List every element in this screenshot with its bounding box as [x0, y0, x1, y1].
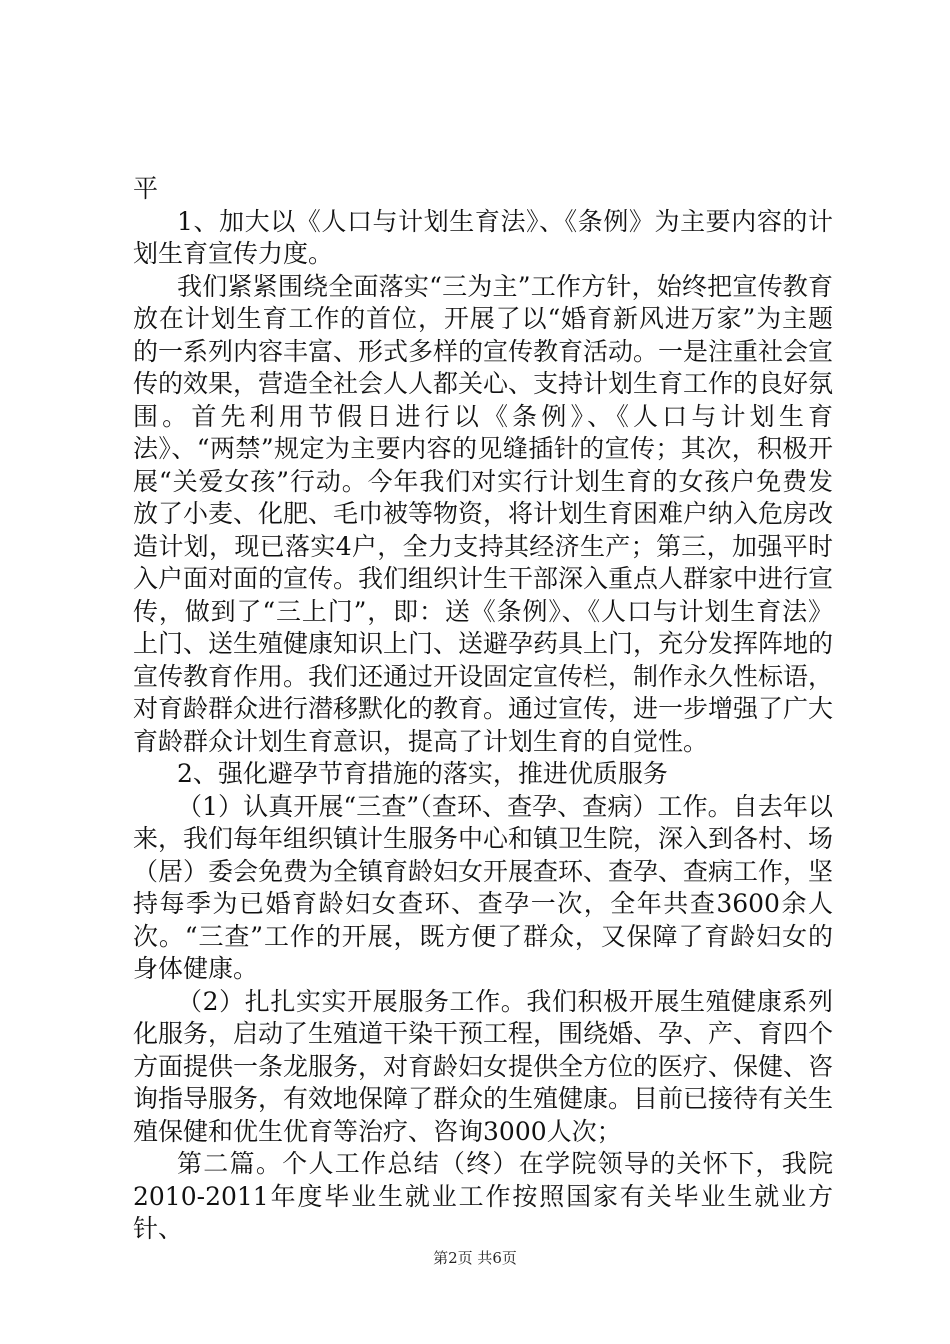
paragraph-publicity: 我们紧紧围绕全面落实“三为主”工作方针，始终把宣传教育放在计划生育工作的首位，开展了以“婚育新风进万家”为主题的一系列内容丰富、形式多样的宣传教育活动。一是注重社会宣传的效果，营造全社会人人都关心、支持计划生育工作的良好氛围。首先利用节假日进行以《条例》、《人口与计划生育法》、“两禁”规定为主要内容的见缝插针的宣传；其次，积极开展“关爱女孩”行动。今年我们对实行计划生育的女孩户免费发放了小麦、化肥、毛巾被等物资，将计划生育困难户纳入危房改造计划，现已落实4户，全力支持其经济生产；第三，加强平时入户面对面的宣传。我们组织计生干部深入重点人群家中进行宣传，做到了“三上门”，即：送《条例》、《人口与计划生育法》上门、送生殖健康知识上门、送避孕药具上门，充分发挥阵地的宣传教育作用。我们还通过开设固定宣传栏，制作永久性标语，对育龄群众进行潜移默化的教育。通过宣传，进一步增强了广大育龄群众计划生育意识，提高了计划生育的自觉性。: [133, 271, 834, 756]
paragraph-second-article: 第二篇。个人工作总结（终）在学院领导的关怀下，我院2010-2011年度毕业生就业工作按照国家有关毕业生就业方针、: [133, 1149, 833, 1243]
paragraph-three-checks: （1）认真开展“三查”（查环、查孕、查病）工作。自去年以来，我们每年组织镇计生服务中心和镇卫生院，深入到各村、场（居）委会免费为全镇育龄妇女开展查环、查孕、查病工作，坚持每季为已婚育龄妇女查环、查孕一次，全年共查3600余人次。“三查”工作的开展，既方便了群众，又保障了育龄妇女的身体健康。: [133, 791, 834, 983]
body-text: [133, 173, 833, 1246]
paragraph-fragment: 平: [133, 174, 159, 203]
page-number-footer: 第2页 共6页: [433, 1249, 517, 1267]
section-heading-2: 2、强化避孕节育措施的落实，推进优质服务: [177, 759, 668, 788]
paragraph-services: （2）扎扎实实开展服务工作。我们积极开展生殖健康系列化服务，启动了生殖道干染干预工程，围绕婚、孕、产、育四个方面提供一条龙服务，对育龄妇女提供全方位的医疗、保健、咨询指导服务，有效地保障了群众的生殖健康。目前已接待有关生殖保健和优生优育等治疗、咨询3000人次；: [133, 986, 834, 1146]
section-heading-1: 1、加大以《人口与计划生育法》、《条例》为主要内容的计划生育宣传力度。: [133, 206, 833, 268]
